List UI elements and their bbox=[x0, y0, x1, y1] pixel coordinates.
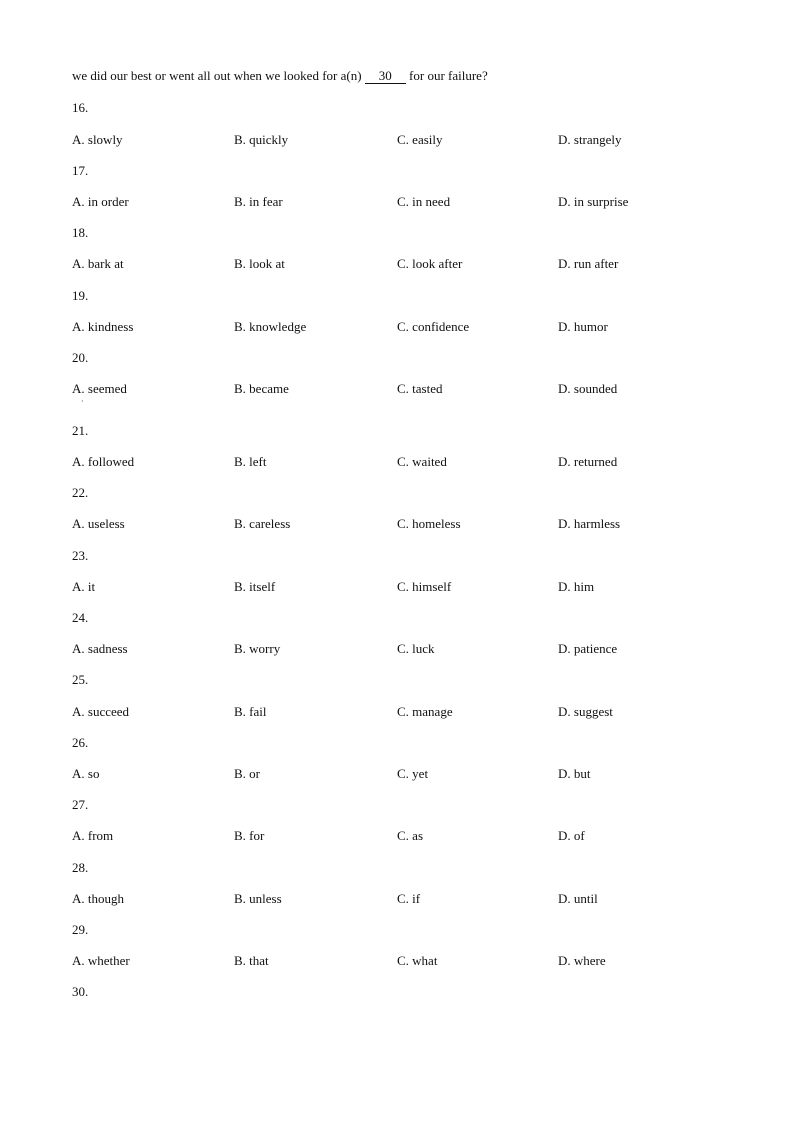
question-number: 19. bbox=[72, 288, 89, 303]
option-d: D. in surprise bbox=[558, 194, 629, 209]
intro-sentence bbox=[72, 68, 488, 84]
option-b: B. that bbox=[234, 953, 269, 968]
option-c: C. manage bbox=[397, 704, 453, 719]
option-b: B. for bbox=[234, 828, 265, 843]
question-number: 17. bbox=[72, 163, 89, 178]
option-a: A. kindness bbox=[72, 319, 134, 334]
question-number: 22. bbox=[72, 485, 89, 500]
option-a: A. though bbox=[72, 891, 124, 906]
option-b: B. fail bbox=[234, 704, 267, 719]
options-row bbox=[72, 953, 732, 969]
option-c: C. luck bbox=[397, 641, 435, 656]
question-number: 30. bbox=[72, 984, 89, 999]
option-b: B. careless bbox=[234, 516, 291, 531]
option-c: C. confidence bbox=[397, 319, 470, 334]
stray-dot-mark: · bbox=[81, 397, 84, 406]
option-b: B. unless bbox=[234, 891, 282, 906]
intro-text-before: we did our best or went all out when we looked for a(n) bbox=[72, 68, 365, 83]
option-b: B. look at bbox=[234, 256, 285, 271]
option-d: D. harmless bbox=[558, 516, 621, 531]
options-row bbox=[72, 579, 732, 595]
option-d: D. sounded bbox=[558, 381, 618, 396]
option-d: D. strangely bbox=[558, 132, 622, 147]
option-a: A. whether bbox=[72, 953, 130, 968]
option-a: A. bark at bbox=[72, 256, 124, 271]
option-b: B. worry bbox=[234, 641, 281, 656]
options-row bbox=[72, 454, 732, 470]
option-d: D. where bbox=[558, 953, 606, 968]
question-number: 29. bbox=[72, 922, 89, 937]
option-d: D. humor bbox=[558, 319, 608, 334]
question-number: 16. bbox=[72, 100, 89, 115]
option-a: A. in order bbox=[72, 194, 129, 209]
option-c: C. easily bbox=[397, 132, 443, 147]
option-d: D. run after bbox=[558, 256, 619, 271]
question-number: 24. bbox=[72, 610, 89, 625]
option-a: A. useless bbox=[72, 516, 125, 531]
option-b: B. became bbox=[234, 381, 289, 396]
option-a: A. seemed bbox=[72, 381, 127, 396]
option-b: B. left bbox=[234, 454, 267, 469]
options-row bbox=[72, 828, 732, 844]
option-d: D. returned bbox=[558, 454, 618, 469]
options-row bbox=[72, 766, 732, 782]
options-row bbox=[72, 704, 732, 720]
option-c: C. in need bbox=[397, 194, 451, 209]
option-d: D. but bbox=[558, 766, 591, 781]
option-b: B. knowledge bbox=[234, 319, 307, 334]
option-d: D. him bbox=[558, 579, 595, 594]
question-number: 27. bbox=[72, 797, 89, 812]
intro-text-after: for our failure? bbox=[405, 68, 488, 83]
option-c: C. if bbox=[397, 891, 421, 906]
question-number: 18. bbox=[72, 225, 89, 240]
option-a: A. followed bbox=[72, 454, 135, 469]
option-d: D. suggest bbox=[558, 704, 613, 719]
options-row bbox=[72, 516, 732, 532]
option-d: D. patience bbox=[558, 641, 618, 656]
option-d: D. until bbox=[558, 891, 598, 906]
options-row bbox=[72, 381, 732, 406]
option-c: C. waited bbox=[397, 454, 447, 469]
question-number: 21. bbox=[72, 423, 89, 438]
question-number: 26. bbox=[72, 735, 89, 750]
question-number: 20. bbox=[72, 350, 89, 365]
option-c: C. as bbox=[397, 828, 423, 843]
option-d: D. of bbox=[558, 828, 585, 843]
option-c: C. yet bbox=[397, 766, 429, 781]
options-row bbox=[72, 194, 732, 210]
question-number: 25. bbox=[72, 672, 89, 687]
option-c: C. homeless bbox=[397, 516, 461, 531]
option-b: B. quickly bbox=[234, 132, 289, 147]
option-c: C. look after bbox=[397, 256, 463, 271]
options-row bbox=[72, 891, 732, 907]
answer-blank: 30 bbox=[365, 69, 406, 84]
options-row bbox=[72, 132, 732, 148]
question-number: 23. bbox=[72, 548, 89, 563]
option-a: A. sadness bbox=[72, 641, 128, 656]
option-a: A. so bbox=[72, 766, 100, 781]
option-a: A. it bbox=[72, 579, 96, 594]
question-number: 28. bbox=[72, 860, 89, 875]
option-a: A. from bbox=[72, 828, 114, 843]
options-row bbox=[72, 319, 732, 335]
option-a: A. succeed bbox=[72, 704, 130, 719]
option-c: C. tasted bbox=[397, 381, 443, 396]
options-row bbox=[72, 256, 732, 272]
options-row bbox=[72, 641, 732, 657]
option-c: C. himself bbox=[397, 579, 452, 594]
option-a: A. slowly bbox=[72, 132, 123, 147]
option-b: B. or bbox=[234, 766, 260, 781]
option-b: B. itself bbox=[234, 579, 276, 594]
option-b: B. in fear bbox=[234, 194, 283, 209]
option-c: C. what bbox=[397, 953, 438, 968]
